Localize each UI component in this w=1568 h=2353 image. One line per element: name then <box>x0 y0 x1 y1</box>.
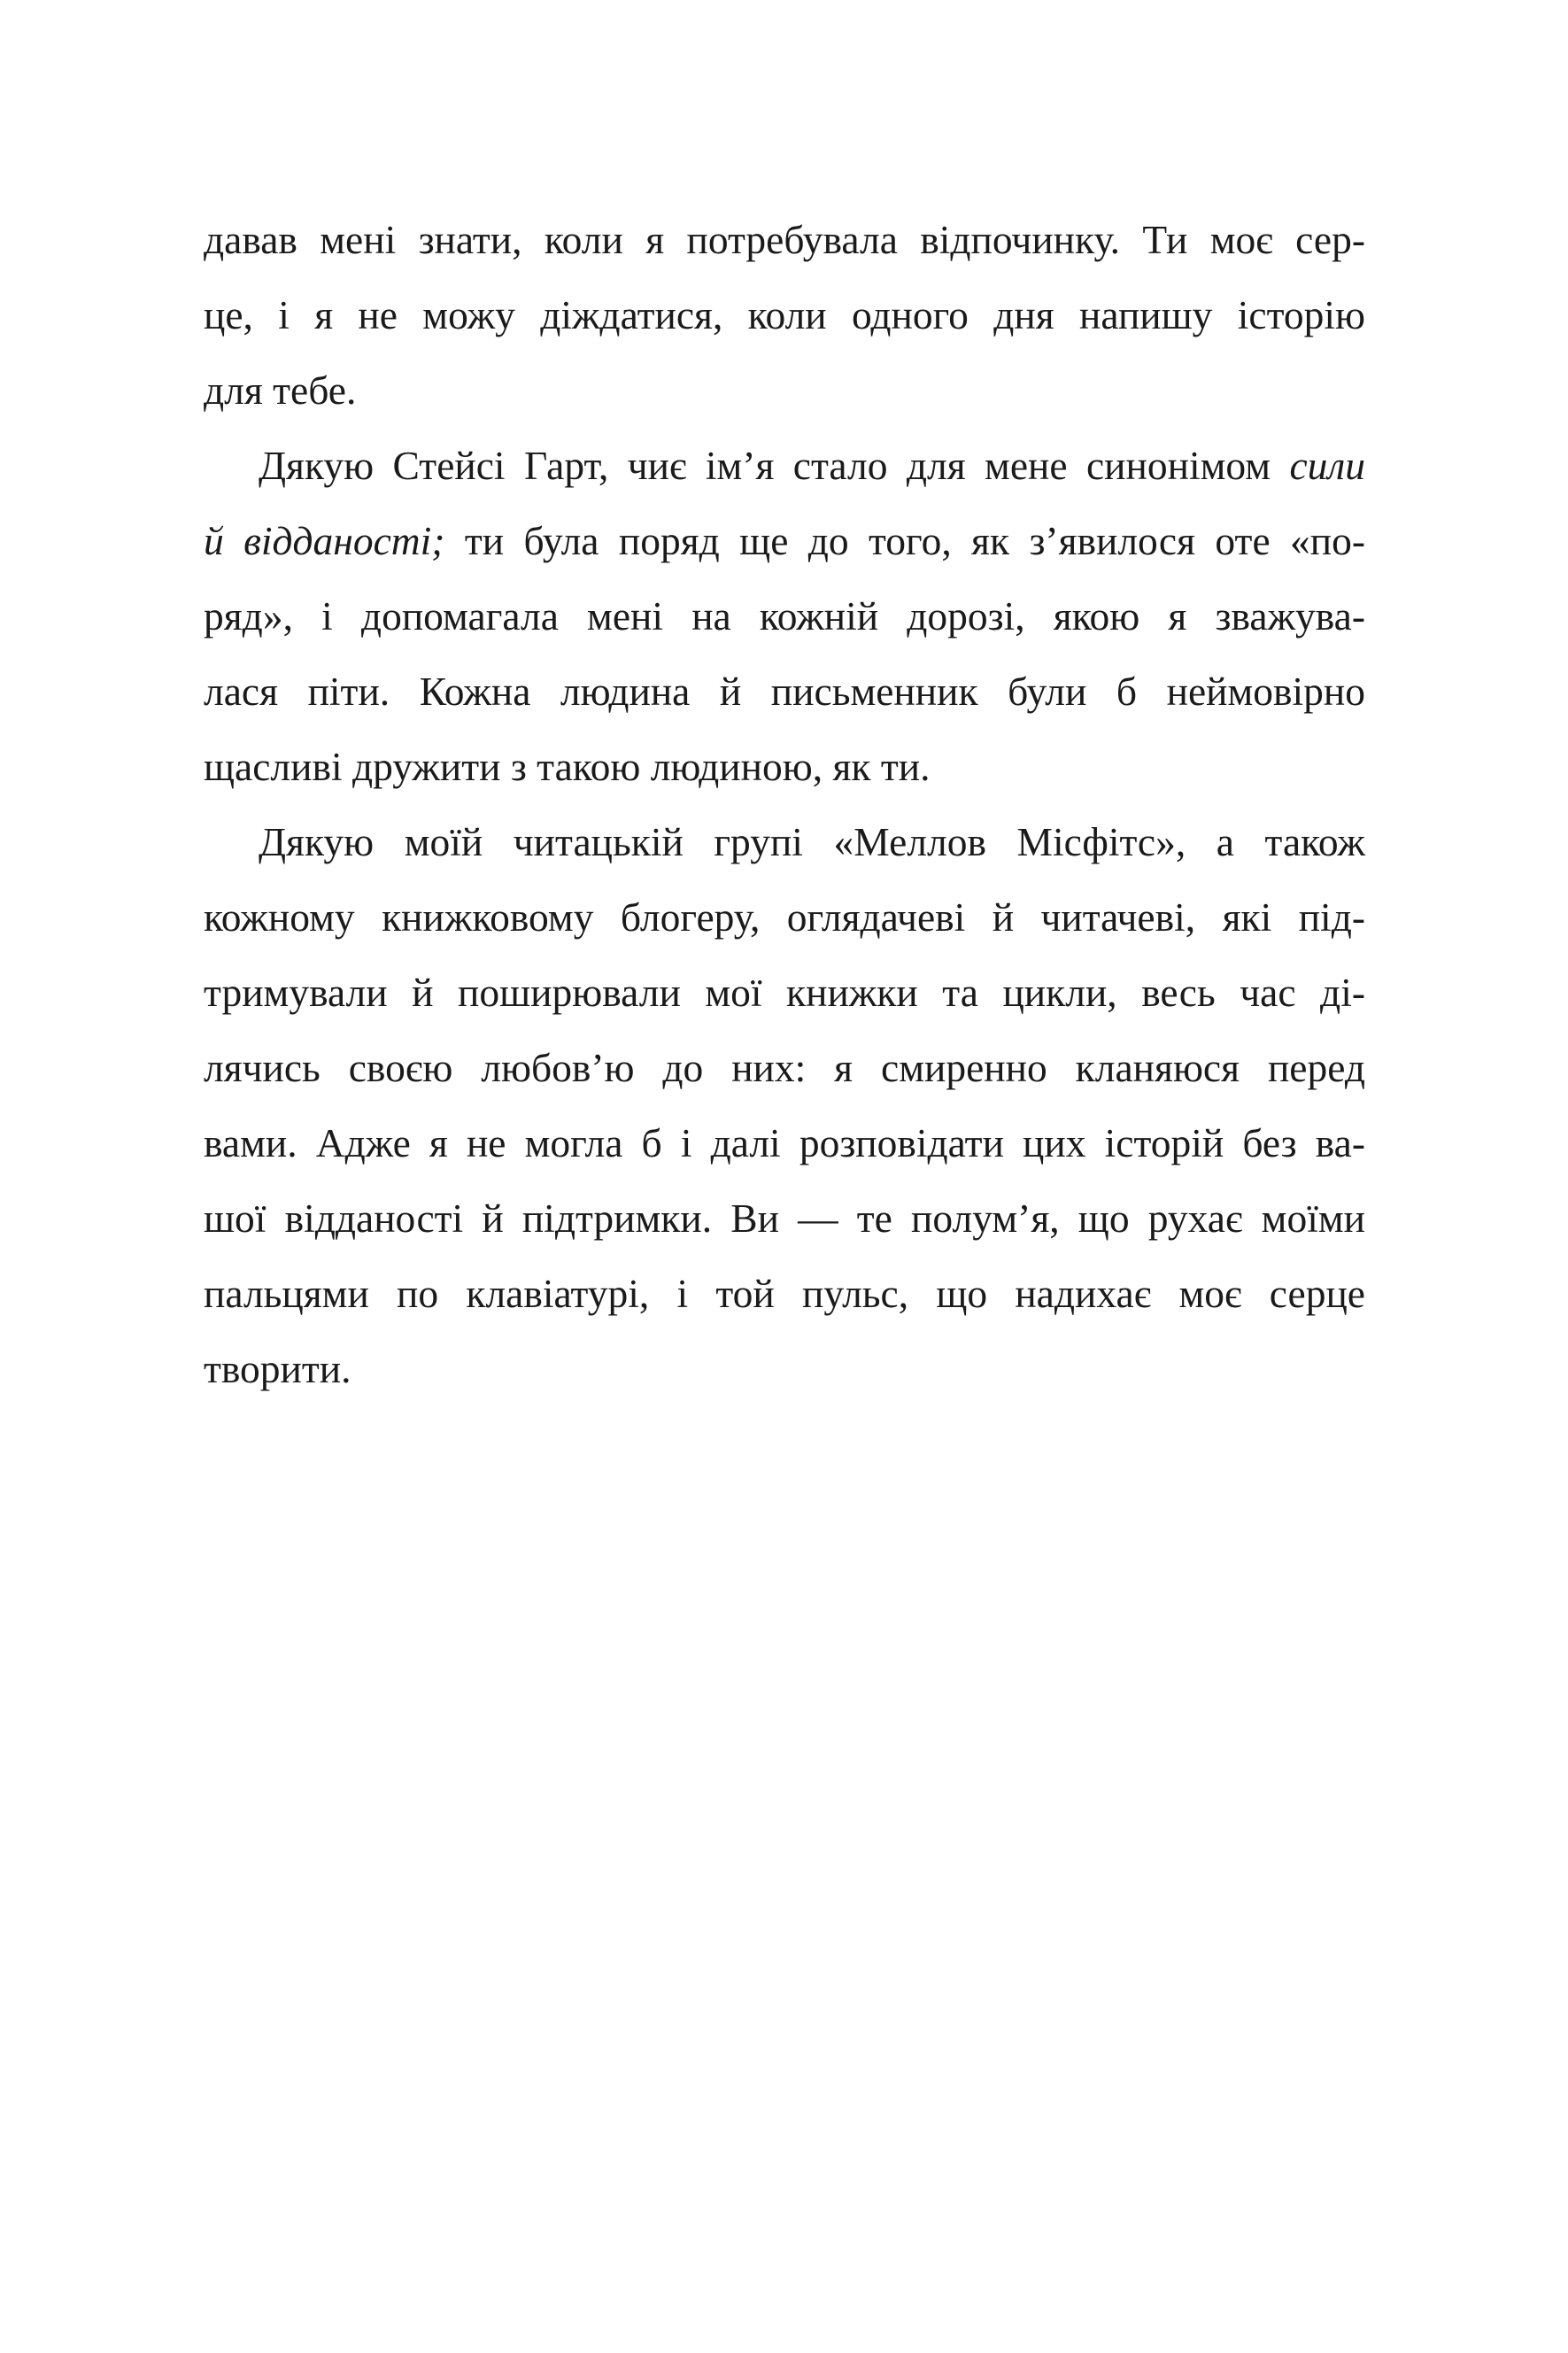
text-segment: Дякую Стейсі Гарт, чиє ім’я стало для мене синонімом <box>259 443 1271 488</box>
paragraph-1 <box>204 202 1365 428</box>
paragraph-3 <box>204 804 1365 1406</box>
text-line: кожному книжковому блогеру, оглядачеві й читачеві, які під- <box>204 894 1365 940</box>
text-line <box>204 428 1365 503</box>
text-line <box>204 503 1365 578</box>
text-line: Дякую моїй читацькій групі «Меллов Місфітс», а також <box>259 819 1365 864</box>
text-line: лячись своєю любов’ю до них: я смиренно кланяюся перед <box>204 1045 1365 1090</box>
text-line: вами. Адже я не могла б і далі розповідати цих історій без ва- <box>204 1120 1365 1165</box>
text-line: щасливі дружити з такою людиною, як ти. <box>204 744 931 789</box>
paragraph-2 <box>204 428 1365 804</box>
text-line: для тебе. <box>204 368 357 413</box>
text-line: це, і я не можу діждатися, коли одного дня напишу історію <box>204 292 1365 337</box>
text-line: творити. <box>204 1346 351 1391</box>
text-line: давав мені знати, коли я потребувала відпочинку. Ти моє сер- <box>204 217 1365 262</box>
text-segment: ти була поряд ще до того, як з’явилося оте «по- <box>464 518 1366 563</box>
text-line: пальцями по клавіатурі, і той пульс, що надихає моє серце <box>204 1271 1365 1316</box>
text-line: шої відданості й підтримки. Ви — те полум’я, що рухає моїми <box>204 1196 1365 1241</box>
text-line: ряд», і допомагала мені на кожній дорозі, якою я зважува- <box>204 593 1365 639</box>
italic-text: сили <box>1289 443 1366 488</box>
text-line: лася піти. Кожна людина й письменник були б неймовірно <box>204 669 1365 714</box>
italic-text: й відданості; <box>204 518 445 563</box>
page-body <box>204 202 1365 1406</box>
text-line: тримували й поширювали мої книжки та цикли, весь час ді- <box>204 970 1365 1015</box>
